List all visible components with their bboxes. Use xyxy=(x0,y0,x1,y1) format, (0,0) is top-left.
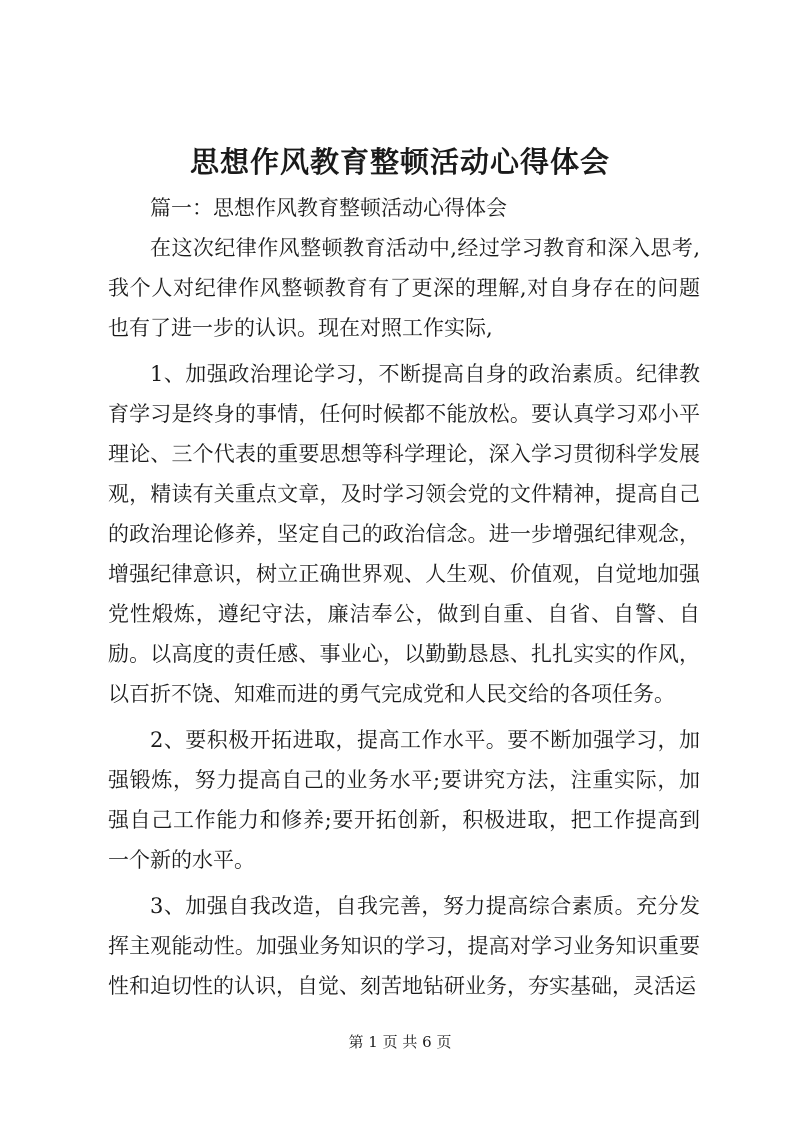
paragraph-point-1: 1、加强政治理论学习，不断提高自身的政治素质。纪律教育学习是终身的事情，任何时候都不能放松。要认真学习邓小平理论、三个代表的重要思想等科学理论，深入学习贯彻科学发展观，精读有关重点文章，及时学习领会党的文件精神，提高自己的政治理论修养，坚定自己的政治信念。进一步增强纪律观念，增强纪律意识，树立正确世界观、人生观、价值观，自觉地加强党性煅炼，遵纪守法，廉洁奉公，做到自重、自省、自警、自励。以高度的责任感、事业心，以勤勤恳恳、扎扎实实的作风，以百折不饶、知难而进的勇气完成党和人民交给的各项任务。 xyxy=(108,362,700,706)
document-body xyxy=(108,188,700,1006)
document-title: 思想作风教育整顿活动心得体会 xyxy=(189,145,610,179)
intro-paragraph: 在这次纪律作风整顿教育活动中,经过学习教育和深入思考,我个人对纪律作风整顿教育有了更深的理解,对自身存在的问题也有了进一步的认识。现在对照工作实际, xyxy=(108,236,700,340)
page-number-footer: 第 1 页 共 6 页 xyxy=(348,1033,452,1051)
paragraph-point-2: 2、要积极开拓进取，提高工作水平。要不断加强学习，加强锻炼，努力提高自己的业务水平;要讲究方法，注重实际，加强自己工作能力和修养;要开拓创新，积极进取，把工作提高到一个新的水平。 xyxy=(108,728,700,872)
section-heading: 篇一：思想作风教育整顿活动心得体会 xyxy=(150,196,507,220)
paragraph-point-3: 3、加强自我改造，自我完善，努力提高综合素质。充分发挥主观能动性。加强业务知识的学习，提高对学习业务知识重要性和迫切性的认识，自觉、刻苦地钻研业务，夯实基础，灵活运 xyxy=(108,894,700,998)
